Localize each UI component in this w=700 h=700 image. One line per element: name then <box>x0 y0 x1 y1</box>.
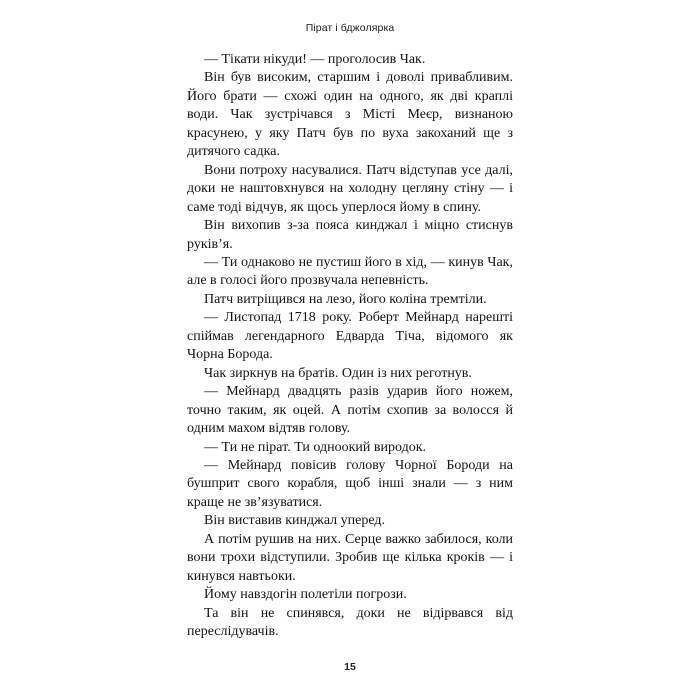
page-number: 15 <box>344 661 356 673</box>
paragraph: Чак зиркнув на братів. Один із них реготнув. <box>204 365 472 381</box>
paragraph: Він вихопив з-за пояса кинджал і міцно стиснув руків’я. <box>187 218 513 252</box>
paragraph: — Тікати нікуди! — проголосив Чак. <box>204 52 426 67</box>
paragraph: А потім рушив на них. Серце важко забилося, коли вони трохи відступили. Зробив ще кілька кроків — і кинувся навтьоки. <box>187 531 513 584</box>
paragraph: Він виставив кинджал уперед. <box>204 513 386 529</box>
paragraph: Патч витріщився на лезо, його коліна тремтіли. <box>204 291 487 307</box>
running-title: Пірат і бджолярка <box>305 22 395 34</box>
paragraph: — Ти однаково не пустиш його в хід, — кинув Чак, але в голосі його прозвучала непевність. <box>187 254 513 289</box>
paragraph: — Ти не пірат. Ти одноокий виродок. <box>204 439 427 455</box>
paragraph: Йому навздогін полетіли погрози. <box>204 587 407 603</box>
paragraph: Та він не спинявся, доки не відірвався від переслідувачів. <box>187 605 513 640</box>
paragraph: Вони потроху насувалися. Патч відступав усе далі, доки не наштовхнувся на холодну цегляну стіну — і саме тоді відчув, як щось уперлося йому в спину. <box>187 162 513 215</box>
body-text <box>187 51 513 642</box>
paragraph: Він був високим, старшим і доволі привабливим. Його брати — схожі один на одного, як дві краплі води. Чак зустрічався з Місті Меєр, визнаною красунею, у яку Патч був по вуха закоханий ще з дитячого садка. <box>187 70 513 160</box>
paragraph: — Листопад 1718 року. Роберт Мейнард нарешті спіймав легендарного Едварда Тіча, відомого як Чорна Борода. <box>187 310 513 363</box>
paragraph: — Мейнард двадцять разів ударив його ножем, точно таким, як оцей. А потім схопив за волосся й одним махом відтяв голову. <box>187 384 513 437</box>
paragraph: — Мейнард повісив голову Чорної Бороди на бушприт свого корабля, щоб інші знали — з ним краще не зв’язуватися. <box>187 457 513 510</box>
